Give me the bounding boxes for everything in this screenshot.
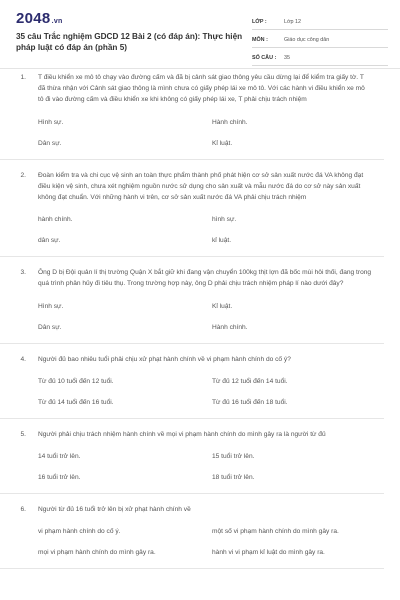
page-header bbox=[0, 0, 400, 66]
question-item bbox=[0, 504, 400, 569]
answer-option[interactable]: hành vi vi phạm kỉ luật do mình gây ra. bbox=[212, 549, 325, 557]
question-text: Đoàn kiểm tra và chi cục vệ sinh an toàn thực phẩm thành phố phát hiện cơ sở sản xuất nước đá VA không đạt điều kiện vệ sinh, chưa xét nghiệm nguồn nước sử dụng cho sản xuất và mẫu nước đá do cơ sở này sản xuất không đạt chuẩn. Với những hành vi trên, cơ sở sản xuất nước đá VA phải chịu trách nhiệm bbox=[38, 171, 364, 202]
question-divider bbox=[0, 418, 384, 419]
answer-option[interactable]: Kỉ luật. bbox=[212, 302, 233, 310]
question-stem bbox=[0, 72, 384, 106]
question-item bbox=[0, 72, 400, 160]
question-number: 4. bbox=[20, 355, 26, 363]
document-title: 35 câu Trắc nghiệm GDCD 12 Bài 2 (có đáp án): Thực hiện pháp luật có đáp án (phần 5) bbox=[16, 32, 243, 52]
answer-option[interactable]: Hình sự. bbox=[38, 302, 64, 310]
question-text: Người đủ bao nhiêu tuổi phải chịu xử phạt hành chính về vi phạm hành chính do cố ý? bbox=[38, 355, 291, 363]
question-stem bbox=[0, 504, 384, 515]
answer-options bbox=[38, 527, 384, 558]
question-stem bbox=[0, 170, 384, 204]
answer-options bbox=[38, 377, 384, 408]
answer-options bbox=[38, 452, 384, 483]
answer-option[interactable]: 18 tuổi trở lên. bbox=[212, 474, 255, 482]
answer-option[interactable]: hành chính. bbox=[38, 216, 73, 224]
question-number: 1. bbox=[20, 74, 26, 81]
question-text: T điều khiển xe mô tô chạy vào đường cấm và đã bị cảnh sát giao thông yêu cầu dừng lại để kiểm tra giấy tờ. T đã thừa nhận với Cảnh sát giao thông là mình chưa có giấy phép lái xe mô tô. Với các hành vi điều khiển xe mô tô đi vào đường cấm và điều khiển xe khi không có giấy phép lái xe, T phải chịu trách nhiệm bbox=[38, 74, 365, 104]
document-meta bbox=[252, 14, 388, 68]
answer-option[interactable]: 14 tuổi trở lên. bbox=[38, 453, 81, 461]
answer-option[interactable]: 15 tuổi trở lên. bbox=[212, 453, 255, 461]
answer-option[interactable]: một số vi phạm hành chính do mình gây ra. bbox=[212, 528, 339, 536]
question-list bbox=[0, 72, 400, 579]
question-divider bbox=[0, 256, 384, 257]
question-text: Ông D bị Đội quản lí thị trường Quận X bắt giữ khi đang vận chuyển 100kg thịt lợn đã bốc mùi hôi thối, đang trong quá trình phân hủy đi tiêu thụ. Trong trường hợp này, ông D phải chịu trách nhiệm pháp lí nào dưới đây? bbox=[38, 269, 372, 288]
answer-option[interactable]: Dân sự. bbox=[38, 139, 62, 147]
question-stem bbox=[0, 354, 384, 365]
answer-option[interactable]: vi phạm hành chính do cố ý. bbox=[38, 528, 121, 536]
answer-option[interactable]: Từ đủ 12 tuổi đến 14 tuổi. bbox=[212, 377, 288, 385]
answer-options bbox=[38, 302, 384, 333]
answer-option[interactable]: Từ đủ 16 tuổi đến 18 tuổi. bbox=[212, 398, 288, 406]
question-stem bbox=[0, 429, 384, 440]
answer-option[interactable]: mọi vi phạm hành chính do mình gây ra. bbox=[38, 549, 156, 557]
question-divider bbox=[0, 159, 384, 160]
answer-option[interactable]: kỉ luật. bbox=[212, 237, 232, 245]
answer-option[interactable]: Từ đủ 10 tuổi đến 12 tuổi. bbox=[38, 377, 114, 385]
meta-row-question-count: SỐ CÂU : 35 bbox=[252, 50, 388, 66]
question-stem bbox=[0, 267, 384, 289]
question-number: 6. bbox=[20, 506, 26, 514]
answer-option[interactable]: Từ đủ 14 tuổi đến 16 tuổi. bbox=[38, 398, 114, 406]
answer-option[interactable]: Hình sự. bbox=[38, 118, 64, 126]
site-logo[interactable]: 2048.vn bbox=[16, 10, 63, 27]
meta-row-subject: MÔN : Giáo dục công dân bbox=[252, 32, 388, 48]
question-item bbox=[0, 170, 400, 258]
question-item bbox=[0, 267, 400, 343]
question-text: Người từ đủ 16 tuổi trở lên bị xử phạt hành chính về bbox=[38, 506, 191, 514]
answer-options bbox=[38, 215, 384, 246]
answer-option[interactable]: hình sự. bbox=[212, 216, 237, 224]
answer-option[interactable]: Kỉ luật. bbox=[212, 139, 233, 147]
answer-option[interactable]: 16 tuổi trở lên. bbox=[38, 474, 81, 482]
question-text: Người phải chịu trách nhiệm hành chính về mọi vi phạm hành chính do mình gây ra là người từ đủ bbox=[38, 430, 326, 438]
answer-option[interactable]: dân sự. bbox=[38, 237, 61, 245]
question-divider bbox=[0, 493, 384, 494]
question-item bbox=[0, 354, 400, 419]
question-number: 2. bbox=[20, 171, 26, 179]
question-divider bbox=[0, 568, 384, 569]
meta-row-grade: LỚP : Lớp 12 bbox=[252, 14, 388, 30]
answer-option[interactable]: Dân sự. bbox=[38, 323, 62, 331]
question-divider bbox=[0, 343, 384, 344]
header-divider bbox=[0, 68, 400, 69]
answer-options bbox=[38, 118, 384, 149]
answer-option[interactable]: Hành chính. bbox=[212, 323, 248, 331]
answer-option[interactable]: Hành chính. bbox=[212, 118, 248, 126]
question-item bbox=[0, 429, 400, 494]
question-number: 5. bbox=[20, 430, 26, 438]
question-number: 3. bbox=[20, 269, 26, 277]
